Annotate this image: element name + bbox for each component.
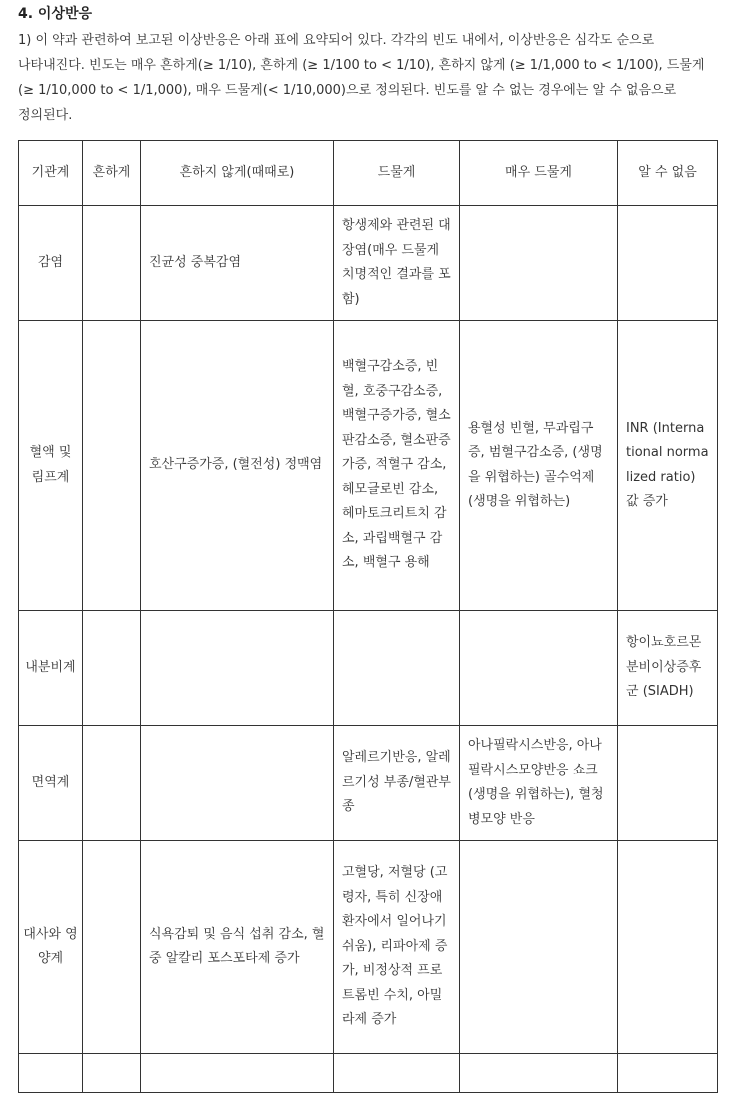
cell-system: 내분비계 bbox=[19, 611, 83, 726]
cell-unknown bbox=[618, 841, 718, 1054]
table-row bbox=[19, 206, 718, 321]
cell-unknown: 항이뇨호르몬 분비이상증후군 (SIADH) bbox=[618, 611, 718, 726]
cell-uncommon bbox=[141, 726, 334, 841]
cell-very-rare: 용혈성 빈혈, 무과립구증, 범혈구감소증, (생명을 위협하는) 골수억제(생명을 위협하는) bbox=[460, 321, 618, 611]
cell-unknown bbox=[618, 726, 718, 841]
cell-common bbox=[83, 726, 141, 841]
table-row bbox=[19, 611, 718, 726]
cell-very-rare bbox=[460, 1054, 618, 1093]
cell-rare: 알레르기반응, 알레르기성 부종/혈관부종 bbox=[334, 726, 460, 841]
cell-system: 혈액 및 림프계 bbox=[19, 321, 83, 611]
table-row bbox=[19, 726, 718, 841]
cell-common bbox=[83, 841, 141, 1054]
cell-system: 감염 bbox=[19, 206, 83, 321]
cell-uncommon bbox=[141, 1054, 334, 1093]
cell-uncommon: 식욕감퇴 및 음식 섭취 감소, 혈중 알칼리 포스포타제 증가 bbox=[141, 841, 334, 1054]
cell-rare bbox=[334, 1054, 460, 1093]
table-row bbox=[19, 841, 718, 1054]
cell-common bbox=[83, 321, 141, 611]
cell-rare bbox=[334, 611, 460, 726]
cell-rare: 항생제와 관련된 대장염(매우 드물게 치명적인 결과를 포함) bbox=[334, 206, 460, 321]
adverse-reactions-table bbox=[18, 140, 718, 1093]
section-intro: 1) 이 약과 관련하여 보고된 이상반응은 아래 표에 요약되어 있다. 각각의 빈도 내에서, 이상반응은 심각도 순으로 나타내진다. 빈도는 매우 흔하게(≥ 1/10), 흔하게 (≥ 1/100 to < 1/10), 흔하지 않게 (≥ 1/1,000 to < 1/100), 드물게 (≥ 1/10,000 to < 1/1,000), 매우 드물게(< 1/10,000)으로 정의된다. 빈도를 알 수 없는 경우에는 알 수 없음으로 정의된다. bbox=[18, 33, 705, 123]
cell-common bbox=[83, 206, 141, 321]
adverse-reactions-section bbox=[18, 4, 718, 1028]
cell-rare: 백혈구감소증, 빈혈, 호중구감소증, 백혈구증가증, 혈소판감소증, 혈소판증가증, 적혈구 감소, 헤모글로빈 감소, 헤마토크리트치 감소, 과립백혈구 감소, 백혈구 용해 bbox=[334, 321, 460, 611]
cell-very-rare bbox=[460, 611, 618, 726]
cell-unknown bbox=[618, 1054, 718, 1093]
cell-common bbox=[83, 1054, 141, 1093]
cell-rare: 고혈당, 저혈당 (고령자, 특히 신장애 환자에서 일어나기 쉬움), 리파아제 증가, 비정상적 프로트롬빈 수치, 아밀라제 증가 bbox=[334, 841, 460, 1054]
header-common: 흔하게 bbox=[83, 141, 141, 206]
header-unknown: 알 수 없음 bbox=[618, 141, 718, 206]
cell-uncommon bbox=[141, 611, 334, 726]
cell-uncommon: 호산구증가증, (혈전성) 정맥염 bbox=[141, 321, 334, 611]
cell-unknown bbox=[618, 206, 718, 321]
header-uncommon: 흔하지 않게(때때로) bbox=[141, 141, 334, 206]
cell-uncommon: 진균성 중복감염 bbox=[141, 206, 334, 321]
cell-common bbox=[83, 611, 141, 726]
header-system: 기관계 bbox=[19, 141, 83, 206]
header-rare: 드물게 bbox=[334, 141, 460, 206]
cell-system: 면역계 bbox=[19, 726, 83, 841]
section-title: 4. 이상반응 bbox=[18, 6, 93, 22]
cell-very-rare bbox=[460, 206, 618, 321]
cell-system: 대사와 영양계 bbox=[19, 841, 83, 1054]
cell-very-rare: 아나필락시스반응, 아나필락시스모양반응 쇼크(생명을 위협하는), 혈청병모양 반응 bbox=[460, 726, 618, 841]
cell-unknown: INR (International normalized ratio) 값 증가 bbox=[618, 321, 718, 611]
cell-system bbox=[19, 1054, 83, 1093]
header-very-rare: 매우 드물게 bbox=[460, 141, 618, 206]
table-header-row bbox=[19, 141, 718, 206]
table-row bbox=[19, 1054, 718, 1093]
cell-very-rare bbox=[460, 841, 618, 1054]
table-row bbox=[19, 321, 718, 611]
